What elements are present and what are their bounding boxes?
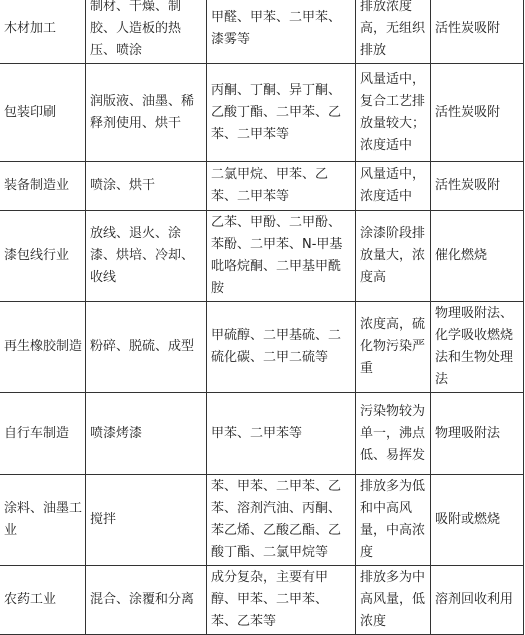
- treatment-cell: 催化燃烧: [431, 211, 524, 302]
- pollutants-cell: 甲醛、甲苯、二甲苯、漆雾等: [207, 0, 356, 64]
- table-row: [0, 302, 524, 393]
- industry-cell: 装备制造业: [0, 162, 86, 211]
- treatment-cell: 物理吸附法、化学吸收燃烧法和生物处理法: [431, 302, 524, 393]
- industry-cell: 漆包线行业: [0, 211, 86, 302]
- treatment-cell: 活性炭吸附: [431, 0, 524, 64]
- emission-cell: 污染物较为单一，沸点低、易挥发: [356, 393, 431, 475]
- pollutants-cell: 甲苯、二甲苯等: [207, 393, 356, 475]
- emission-cell: 风量适中，浓度适中: [356, 162, 431, 211]
- industry-cell: 再生橡胶制造: [0, 302, 86, 393]
- pollutants-cell: 丙酮、丁酮、异丁酮、乙酸丁酯、二甲苯、乙苯、二甲苯等: [207, 64, 356, 162]
- table-row: [0, 475, 524, 566]
- industry-cell: 农药工业: [0, 566, 86, 635]
- pollutants-cell: 成分复杂，主要有甲醇、甲苯、二甲苯、苯、乙苯等: [207, 566, 356, 635]
- process-cell: 润版液、油墨、稀释剂使用、烘干: [86, 64, 207, 162]
- emission-cell: 风量适中，复合工艺排放量较大；浓度适中: [356, 64, 431, 162]
- emission-cell: 浓度高，硫化物污染严重: [356, 302, 431, 393]
- process-cell: 搅拌: [86, 475, 207, 566]
- emission-cell: 排放多为低和中高风量，中高浓度: [356, 475, 431, 566]
- table-row: [0, 162, 524, 211]
- process-cell: 喷漆烤漆: [86, 393, 207, 475]
- industry-cell: 包装印刷: [0, 64, 86, 162]
- table-row: [0, 0, 524, 64]
- pollutants-cell: 甲硫醇、二甲基硫、二硫化碳、二甲二硫等: [207, 302, 356, 393]
- treatment-cell: 吸附或燃烧: [431, 475, 524, 566]
- pollutants-cell: 二氯甲烷、甲苯、乙苯、二甲苯等: [207, 162, 356, 211]
- table-row: [0, 566, 524, 635]
- treatment-cell: 溶剂回收利用: [431, 566, 524, 635]
- industry-cell: 涂料、油墨工业: [0, 475, 86, 566]
- industry-cell: 木材加工: [0, 0, 86, 64]
- table-row: [0, 211, 524, 302]
- emission-cell: 排放浓度高，无组织排放: [356, 0, 431, 64]
- treatment-cell: 物理吸附法: [431, 393, 524, 475]
- table-row: [0, 64, 524, 162]
- process-cell: 喷涂、烘干: [86, 162, 207, 211]
- pollutants-cell: 乙苯、甲酚、二甲酚、苯酚、二甲苯、N-甲基吡咯烷酮、二甲基甲酰胺: [207, 211, 356, 302]
- process-cell: 粉碎、脱硫、成型: [86, 302, 207, 393]
- treatment-cell: 活性炭吸附: [431, 162, 524, 211]
- emission-cell: 涂漆阶段排放量大，浓度高: [356, 211, 431, 302]
- emission-cell: 排放多为中高风量，低浓度: [356, 566, 431, 635]
- table-row: [0, 393, 524, 475]
- pollutants-cell: 苯、甲苯、二甲苯、乙苯、溶剂汽油、丙酮、苯乙烯、乙酸乙酯、乙酸丁酯、二氯甲烷等: [207, 475, 356, 566]
- process-cell: 放线、退火、涂漆、烘培、冷却、收线: [86, 211, 207, 302]
- process-cell: 制材、干燥、制胶、人造板的热压、喷涂: [86, 0, 207, 64]
- treatment-cell: 活性炭吸附: [431, 64, 524, 162]
- industry-cell: 自行车制造: [0, 393, 86, 475]
- process-cell: 混合、涂覆和分离: [86, 566, 207, 635]
